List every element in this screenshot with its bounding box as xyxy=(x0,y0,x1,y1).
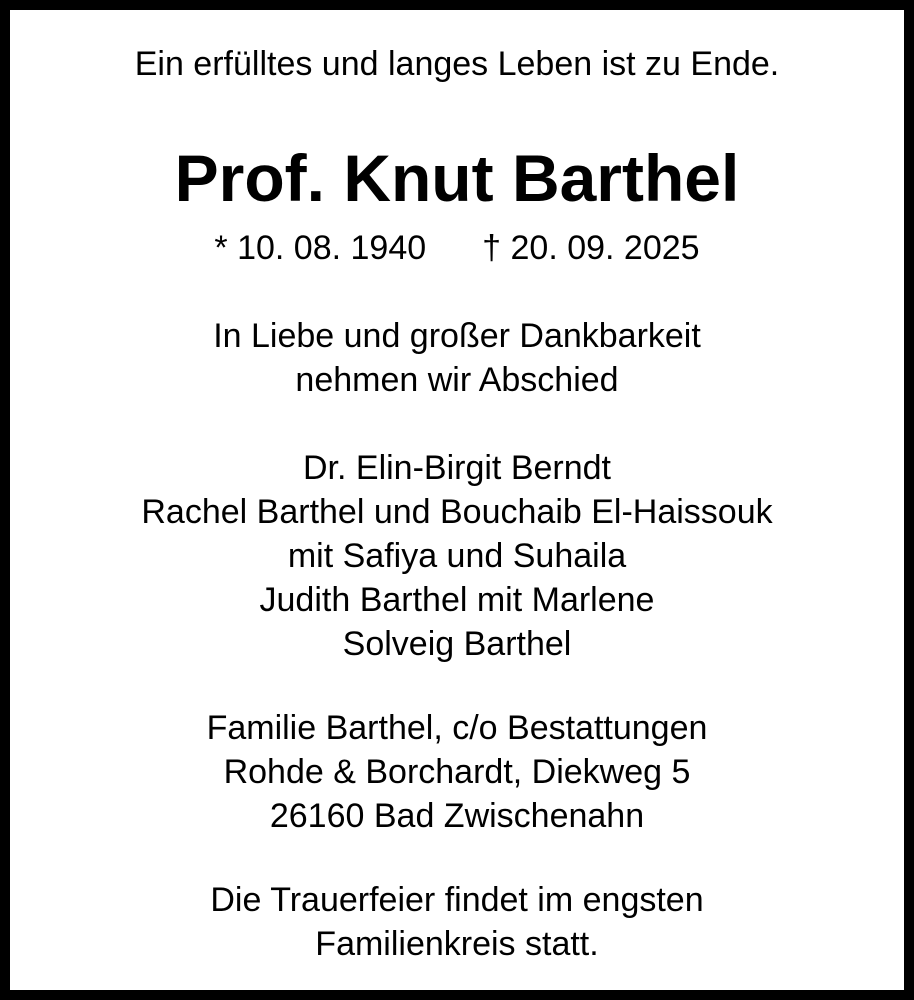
life-dates xyxy=(10,228,904,268)
birth-date: * 10. 08. 1940 xyxy=(214,229,427,267)
mourner-line: Judith Barthel mit Marlene xyxy=(259,581,655,619)
address-line: 26160 Bad Zwischenahn xyxy=(269,797,645,835)
address-line: Familie Barthel, c/o Bestattungen xyxy=(206,709,708,747)
ceremony-line: Familienkreis statt. xyxy=(315,925,599,963)
mourner-line: Solveig Barthel xyxy=(342,625,572,663)
mourners-list xyxy=(10,446,904,666)
ceremony-line: Die Trauerfeier findet im engsten xyxy=(210,881,704,919)
contact-address xyxy=(10,706,904,838)
farewell-message xyxy=(10,314,904,402)
mourner-line: mit Safiya und Suhaila xyxy=(287,537,627,575)
farewell-line: nehmen wir Abschied xyxy=(295,361,619,399)
mourner-line: Rachel Barthel und Bouchaib El-Haissouk xyxy=(141,493,773,531)
address-line: Rohde & Borchardt, Diekweg 5 xyxy=(223,753,691,791)
mourner-line: Dr. Elin-Birgit Berndt xyxy=(303,449,611,487)
death-date: † 20. 09. 2025 xyxy=(482,229,700,267)
deceased-name: Prof. Knut Barthel xyxy=(174,141,740,215)
intro-text: Ein erfülltes und langes Leben ist zu Ende. xyxy=(134,45,780,83)
ceremony-note xyxy=(10,878,904,966)
farewell-line: In Liebe und großer Dankbarkeit xyxy=(213,317,701,355)
